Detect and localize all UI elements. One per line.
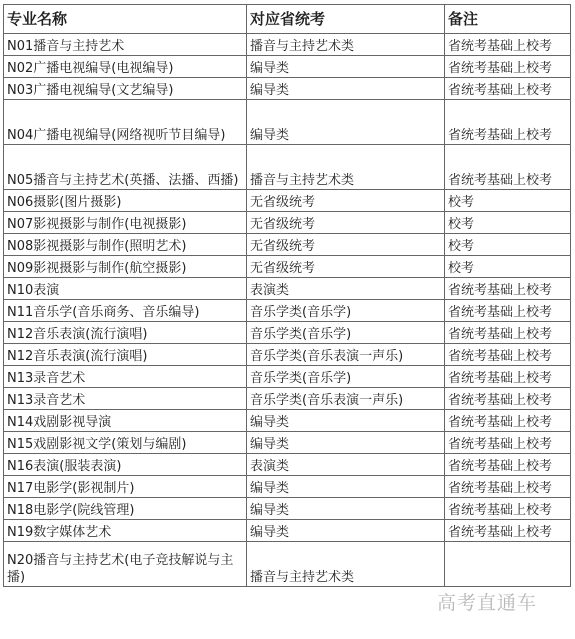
cell-note: 省统考基础上校考 (445, 388, 571, 410)
cell-major: N18电影学(院线管理) (4, 498, 247, 520)
table-row (4, 344, 571, 366)
table-row (4, 56, 571, 78)
cell-exam: 无省级统考 (247, 234, 445, 256)
cell-note: 省统考基础上校考 (445, 100, 571, 145)
cell-exam: 音乐学类(音乐表演一声乐) (247, 344, 445, 366)
cell-note: 省统考基础上校考 (445, 410, 571, 432)
cell-note: 省统考基础上校考 (445, 344, 571, 366)
cell-major: N13录音艺术 (4, 366, 247, 388)
cell-major: N01播音与主持艺术 (4, 34, 247, 56)
cell-major: N19数字媒体艺术 (4, 520, 247, 542)
cell-exam: 音乐学类(音乐表演一声乐) (247, 388, 445, 410)
cell-note: 省统考基础上校考 (445, 78, 571, 100)
table-row (4, 300, 571, 322)
table-row (4, 145, 571, 190)
cell-note: 省统考基础上校考 (445, 498, 571, 520)
cell-note: 省统考基础上校考 (445, 476, 571, 498)
table-row (4, 322, 571, 344)
table-row (4, 366, 571, 388)
cell-note: 省统考基础上校考 (445, 34, 571, 56)
cell-exam: 编导类 (247, 476, 445, 498)
table-header-row (4, 5, 571, 34)
watermark: 高考直通车 (437, 592, 538, 614)
cell-note: 省统考基础上校考 (445, 432, 571, 454)
table-row (4, 234, 571, 256)
table-row (4, 100, 571, 145)
cell-note: 校考 (445, 234, 571, 256)
cell-exam: 编导类 (247, 432, 445, 454)
cell-note: 省统考基础上校考 (445, 300, 571, 322)
cell-note: 校考 (445, 256, 571, 278)
cell-exam: 编导类 (247, 410, 445, 432)
table-row (4, 454, 571, 476)
cell-major: N08影视摄影与制作(照明艺术) (4, 234, 247, 256)
cell-major: N15戏剧影视文学(策划与编剧) (4, 432, 247, 454)
cell-note: 省统考基础上校考 (445, 278, 571, 300)
cell-major: N04广播电视编导(网络视听节目编导) (4, 100, 247, 145)
table-row (4, 410, 571, 432)
cell-note: 省统考基础上校考 (445, 322, 571, 344)
table-row (4, 34, 571, 56)
cell-exam: 播音与主持艺术类 (247, 542, 445, 587)
cell-note: 省统考基础上校考 (445, 145, 571, 190)
cell-major: N07影视摄影与制作(电视摄影) (4, 212, 247, 234)
cell-exam: 无省级统考 (247, 256, 445, 278)
cell-note: 省统考基础上校考 (445, 56, 571, 78)
cell-major: N10表演 (4, 278, 247, 300)
header-note: 备注 (445, 5, 571, 34)
cell-exam: 音乐学类(音乐学) (247, 322, 445, 344)
cell-exam: 编导类 (247, 78, 445, 100)
table-row (4, 476, 571, 498)
cell-exam: 表演类 (247, 278, 445, 300)
cell-major: N05播音与主持艺术(英播、法播、西播) (4, 145, 247, 190)
table-row (4, 388, 571, 410)
cell-exam: 表演类 (247, 454, 445, 476)
table-row (4, 212, 571, 234)
cell-exam: 无省级统考 (247, 190, 445, 212)
cell-exam: 音乐学类(音乐学) (247, 300, 445, 322)
cell-major: N13录音艺术 (4, 388, 247, 410)
cell-exam: 播音与主持艺术类 (247, 145, 445, 190)
table-row (4, 520, 571, 542)
cell-major: N12音乐表演(流行演唱) (4, 322, 247, 344)
cell-note: 校考 (445, 212, 571, 234)
table-row (4, 190, 571, 212)
cell-major: N03广播电视编导(文艺编导) (4, 78, 247, 100)
header-exam: 对应省统考 (247, 5, 445, 34)
cell-major: N06摄影(图片摄影) (4, 190, 247, 212)
table-row (4, 542, 571, 587)
cell-exam: 编导类 (247, 498, 445, 520)
table-row (4, 78, 571, 100)
cell-major: N11音乐学(音乐商务、音乐编导) (4, 300, 247, 322)
cell-exam: 无省级统考 (247, 212, 445, 234)
cell-exam: 编导类 (247, 100, 445, 145)
majors-table (3, 4, 571, 587)
cell-note: 省统考基础上校考 (445, 366, 571, 388)
table-row (4, 432, 571, 454)
cell-note: 省统考基础上校考 (445, 520, 571, 542)
cell-note (445, 542, 571, 587)
table-row (4, 498, 571, 520)
cell-major: N20播音与主持艺术(电子竞技解说与主播) (4, 542, 247, 587)
cell-major: N12音乐表演(流行演唱) (4, 344, 247, 366)
table-row (4, 256, 571, 278)
cell-exam: 编导类 (247, 520, 445, 542)
header-major: 专业名称 (4, 5, 247, 34)
cell-major: N17电影学(影视制片) (4, 476, 247, 498)
cell-major: N16表演(服装表演) (4, 454, 247, 476)
table-row (4, 278, 571, 300)
cell-exam: 音乐学类(音乐学) (247, 366, 445, 388)
cell-major: N09影视摄影与制作(航空摄影) (4, 256, 247, 278)
cell-major: N02广播电视编导(电视编导) (4, 56, 247, 78)
cell-exam: 编导类 (247, 56, 445, 78)
cell-note: 校考 (445, 190, 571, 212)
cell-exam: 播音与主持艺术类 (247, 34, 445, 56)
cell-note: 省统考基础上校考 (445, 454, 571, 476)
cell-major: N14戏剧影视导演 (4, 410, 247, 432)
